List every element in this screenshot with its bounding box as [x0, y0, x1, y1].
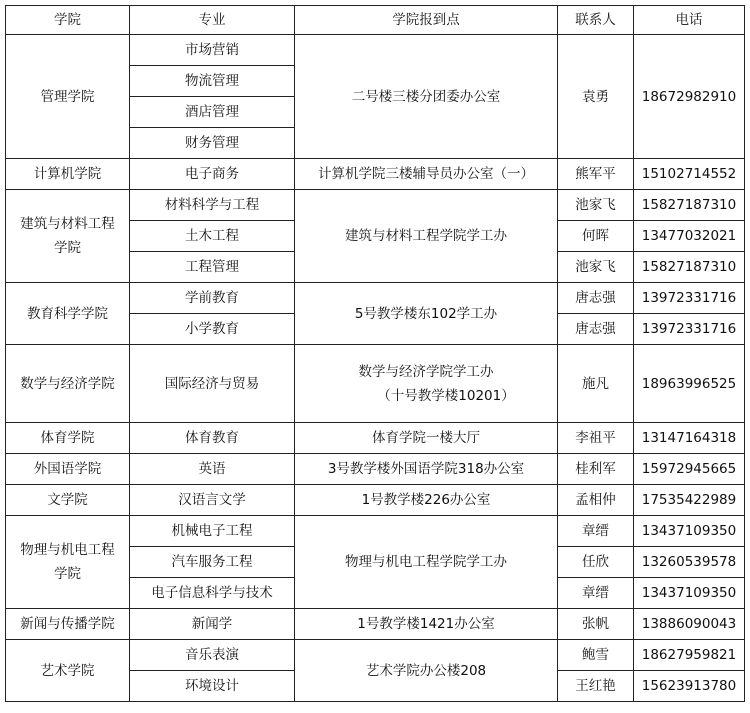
- location-cell: 3号教学楼外国语学院318办公室: [295, 454, 558, 485]
- header-major: 专业: [130, 6, 295, 35]
- phone-cell: 15827187310: [634, 252, 745, 283]
- major-cell: 新闻学: [130, 609, 295, 640]
- major-cell: 音乐表演: [130, 640, 295, 671]
- header-location: 学院报到点: [295, 6, 558, 35]
- contact-cell: 袁勇: [558, 35, 634, 159]
- major-cell: 工程管理: [130, 252, 295, 283]
- contact-cell: 何晖: [558, 221, 634, 252]
- phone-cell: 13886090043: [634, 609, 745, 640]
- location-cell: 1号教学楼1421办公室: [295, 609, 558, 640]
- location-cell: 计算机学院三楼辅导员办公室（一）: [295, 159, 558, 190]
- table-row: [6, 283, 745, 314]
- college-line: 学院: [54, 240, 81, 256]
- phone-cell: 15623913780: [634, 671, 745, 702]
- major-cell: 物流管理: [130, 66, 295, 97]
- phone-cell: 13477032021: [634, 221, 745, 252]
- major-cell: 市场营销: [130, 35, 295, 66]
- college-cell: 文学院: [6, 485, 130, 516]
- contact-cell: 桂利军: [558, 454, 634, 485]
- table-row: [6, 35, 745, 66]
- major-cell: 英语: [130, 454, 295, 485]
- college-cell: 艺术学院: [6, 640, 130, 702]
- college-line: 学院: [54, 566, 81, 582]
- location-cell: 建筑与材料工程学院学工办: [295, 190, 558, 283]
- registration-table: [5, 5, 745, 702]
- college-cell: 外国语学院: [6, 454, 130, 485]
- table-row: [6, 516, 745, 547]
- major-cell: 汉语言文学: [130, 485, 295, 516]
- college-cell: 管理学院: [6, 35, 130, 159]
- location-cell: 物理与机电工程学院学工办: [295, 516, 558, 609]
- phone-cell: 13147164318: [634, 423, 745, 454]
- table-row: [6, 485, 745, 516]
- phone-cell: 18672982910: [634, 35, 745, 159]
- phone-cell: 15827187310: [634, 190, 745, 221]
- location-cell: 艺术学院办公楼208: [295, 640, 558, 702]
- location-cell: 二号楼三楼分团委办公室: [295, 35, 558, 159]
- contact-cell: 王红艳: [558, 671, 634, 702]
- college-cell: [6, 516, 130, 609]
- header-row: [6, 6, 745, 35]
- location-cell: 5号教学楼东102学工办: [295, 283, 558, 345]
- table-row: [6, 609, 745, 640]
- phone-cell: 13972331716: [634, 283, 745, 314]
- table-row: [6, 454, 745, 485]
- table-row: [6, 159, 745, 190]
- location-cell: 1号教学楼226办公室: [295, 485, 558, 516]
- contact-cell: 唐志强: [558, 314, 634, 345]
- table-row: [6, 423, 745, 454]
- table-row: [6, 190, 745, 221]
- major-cell: 体育教育: [130, 423, 295, 454]
- phone-cell: 18627959821: [634, 640, 745, 671]
- major-cell: 学前教育: [130, 283, 295, 314]
- contact-cell: 章缙: [558, 516, 634, 547]
- header-phone: 电话: [634, 6, 745, 35]
- major-cell: 土木工程: [130, 221, 295, 252]
- major-cell: 国际经济与贸易: [130, 345, 295, 423]
- location-line: （十号教学楼10201）: [377, 387, 515, 404]
- major-cell: 财务管理: [130, 128, 295, 159]
- college-line: 物理与机电工程: [20, 542, 115, 558]
- contact-cell: 熊军平: [558, 159, 634, 190]
- phone-cell: 15972945665: [634, 454, 745, 485]
- table-row: [6, 640, 745, 671]
- college-cell: 计算机学院: [6, 159, 130, 190]
- phone-cell: 13260539578: [634, 547, 745, 578]
- college-cell: 新闻与传播学院: [6, 609, 130, 640]
- phone-cell: 13437109350: [634, 578, 745, 609]
- phone-cell: 15102714552: [634, 159, 745, 190]
- major-cell: 电子商务: [130, 159, 295, 190]
- contact-cell: 张帆: [558, 609, 634, 640]
- college-line: 建筑与材料工程: [20, 216, 115, 232]
- location-cell: 体育学院一楼大厅: [295, 423, 558, 454]
- contact-cell: 施凡: [558, 345, 634, 423]
- table-row: [6, 345, 745, 423]
- phone-cell: 13972331716: [634, 314, 745, 345]
- major-cell: 酒店管理: [130, 97, 295, 128]
- contact-cell: 鲍雪: [558, 640, 634, 671]
- major-cell: 材料科学与工程: [130, 190, 295, 221]
- phone-cell: 18963996525: [634, 345, 745, 423]
- phone-cell: 13437109350: [634, 516, 745, 547]
- major-cell: 汽车服务工程: [130, 547, 295, 578]
- contact-cell: 孟相仲: [558, 485, 634, 516]
- contact-cell: 唐志强: [558, 283, 634, 314]
- major-cell: 环境设计: [130, 671, 295, 702]
- major-cell: 电子信息科学与技术: [130, 578, 295, 609]
- location-cell: [295, 345, 558, 423]
- header-college: 学院: [6, 6, 130, 35]
- contact-cell: 池家飞: [558, 252, 634, 283]
- contact-cell: 李祖平: [558, 423, 634, 454]
- location-line: 数学与经济学院学工办: [358, 363, 494, 380]
- phone-cell: 17535422989: [634, 485, 745, 516]
- contact-cell: 章缙: [558, 578, 634, 609]
- major-cell: 机械电子工程: [130, 516, 295, 547]
- college-cell: 数学与经济学院: [6, 345, 130, 423]
- contact-cell: 池家飞: [558, 190, 634, 221]
- college-cell: 教育科学学院: [6, 283, 130, 345]
- contact-cell: 任欣: [558, 547, 634, 578]
- header-contact: 联系人: [558, 6, 634, 35]
- major-cell: 小学教育: [130, 314, 295, 345]
- college-cell: 体育学院: [6, 423, 130, 454]
- college-cell: [6, 190, 130, 283]
